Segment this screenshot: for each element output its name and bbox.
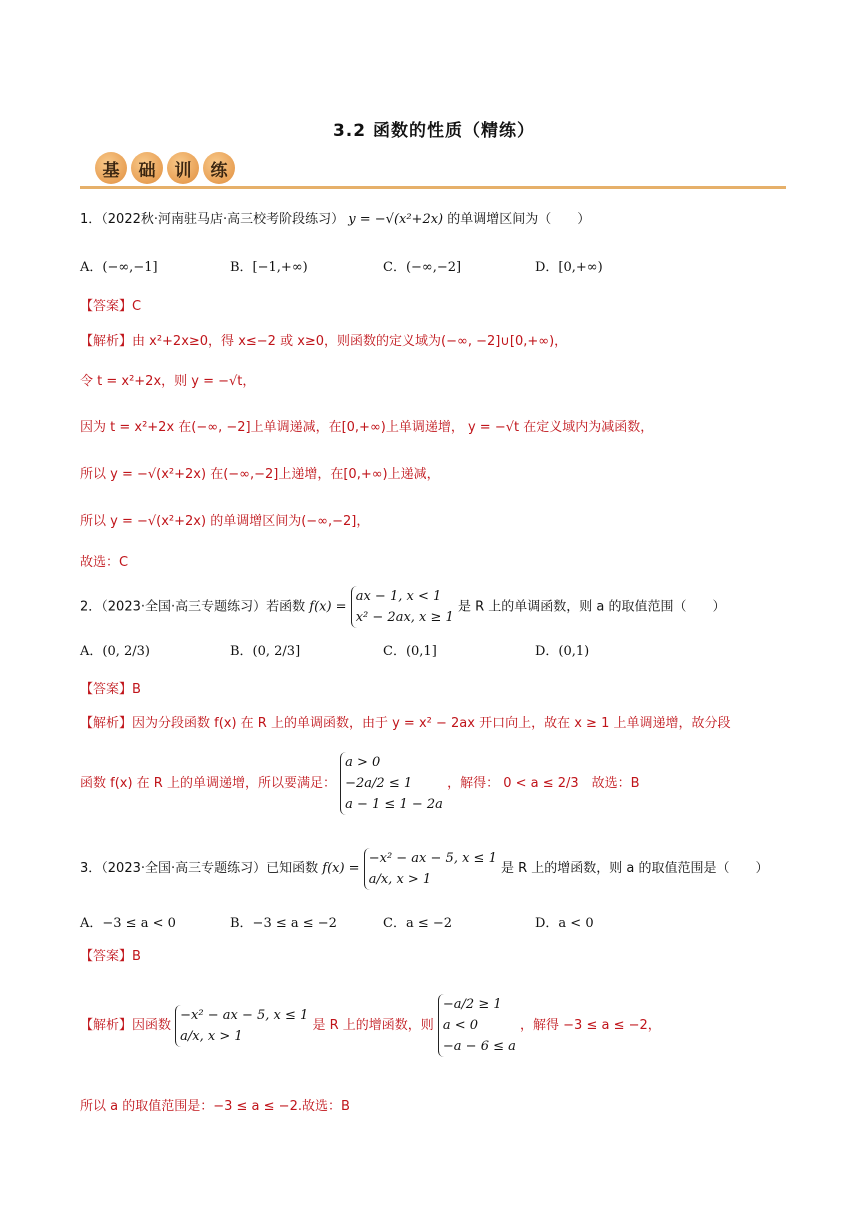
banner-char: 础 <box>131 152 163 184</box>
q3-option-a: A．−3 ≤ a < 0 <box>80 916 176 931</box>
q1-option-a: A．(−∞,−1] <box>80 260 158 275</box>
q2-analysis-line: 函数 f(x) 在 R 上的单调递增，所以要满足： a > 0 −2a/2 ≤ 1 a − 1 ≤ 1 − 2a ，解得： 0 < a ≤ 2/3 故选：B <box>80 748 640 820</box>
q2-option-b: B．(0, 2/3] <box>230 644 301 659</box>
q1-analysis-line: 所以 y = −√(x²+2x) 在(−∞,−2]上递增，在[0,+∞)上递减， <box>80 467 440 482</box>
q1-answer: 【答案】C <box>80 299 142 314</box>
q2-piecewise: ax − 1, x < 1 x² − 2ax, x ≥ 1 <box>351 586 454 628</box>
q3-piecewise: −x² − ax − 5, x ≤ 1 a/x, x > 1 <box>364 848 497 890</box>
page-title: 3.2 函数的性质（精练） <box>332 121 536 141</box>
q1-analysis-line: 因为 t = x²+2x 在(−∞, −2]上单调递减，在[0,+∞)上单调递增， y = −√t 在定义域内为减函数， <box>80 420 654 435</box>
q3-option-b: B．−3 ≤ a ≤ −2 <box>230 916 337 931</box>
q1-option-d: D．[0,+∞) <box>535 260 603 275</box>
q2-stem: 2．（2023·全国·高三专题练习）若函数 f(x) = ax − 1, x < 1 x² − 2ax, x ≥ 1 是 R 上的单调函数，则 a 的取值范围（ ） <box>80 586 725 629</box>
q3-analysis-line: 【解析】因函数 −x² − ax − 5, x ≤ 1 a/x, x > 1 是 R 上的增函数，则 −a/2 ≥ 1 a < 0 −a − 6 ≤ a ，解得 −3 ≤ a ≤ −2， <box>80 985 661 1067</box>
q1-analysis-line: 所以 y = −√(x²+2x) 的单调增区间为(−∞,−2]， <box>80 514 370 529</box>
q3-stem: 3．（2023·全国·高三专题练习）已知函数 f(x) = −x² − ax − 5, x ≤ 1 a/x, x > 1 是 R 上的增函数，则 a 的取值范围是（ ） <box>80 838 769 900</box>
q3-option-c: C．a ≤ −2 <box>383 916 453 931</box>
q3-option-d: D．a < 0 <box>535 916 594 931</box>
q2-system: a > 0 −2a/2 ≤ 1 a − 1 ≤ 1 − 2a <box>340 752 443 815</box>
q1-analysis-line: 【解析】由 x²+2x≥0，得 x≤−2 或 x≥0，则函数的定义域为(−∞, −2]∪[0,+∞)， <box>80 334 568 349</box>
q1-option-b: B．[−1,+∞) <box>230 260 308 275</box>
section-divider <box>80 186 786 189</box>
q1-conclusion: 故选：C <box>80 555 129 570</box>
q1-option-c: C．(−∞,−2] <box>383 260 462 275</box>
q3-answer: 【答案】B <box>80 949 141 964</box>
q2-analysis-line: 【解析】因为分段函数 f(x) 在 R 上的单调函数，由于 y = x² − 2ax 开口向上，故在 x ≥ 1 上单调递增，故分段 <box>80 716 731 731</box>
banner-char: 训 <box>167 152 199 184</box>
q3-piecewise-analysis: −x² − ax − 5, x ≤ 1 a/x, x > 1 <box>175 1005 308 1047</box>
q2-option-c: C．(0,1] <box>383 644 437 659</box>
banner-char: 基 <box>95 152 127 184</box>
q3-conclusion: 所以 a 的取值范围是：−3 ≤ a ≤ −2.故选：B <box>80 1099 350 1114</box>
banner-char: 练 <box>203 152 235 184</box>
q2-option-a: A．(0, 2/3) <box>80 644 150 659</box>
q2-answer: 【答案】B <box>80 682 141 697</box>
q1-analysis-line: 令 t = x²+2x，则 y = −√t， <box>80 374 256 389</box>
q1-stem: 1．（2022秋·河南驻马店·高三校考阶段练习） y = −√(x²+2x) 的单调增区间为（ ） <box>80 212 591 227</box>
q3-system: −a/2 ≥ 1 a < 0 −a − 6 ≤ a <box>438 994 516 1057</box>
section-banner <box>95 152 235 188</box>
q2-option-d: D．(0,1) <box>535 644 590 659</box>
